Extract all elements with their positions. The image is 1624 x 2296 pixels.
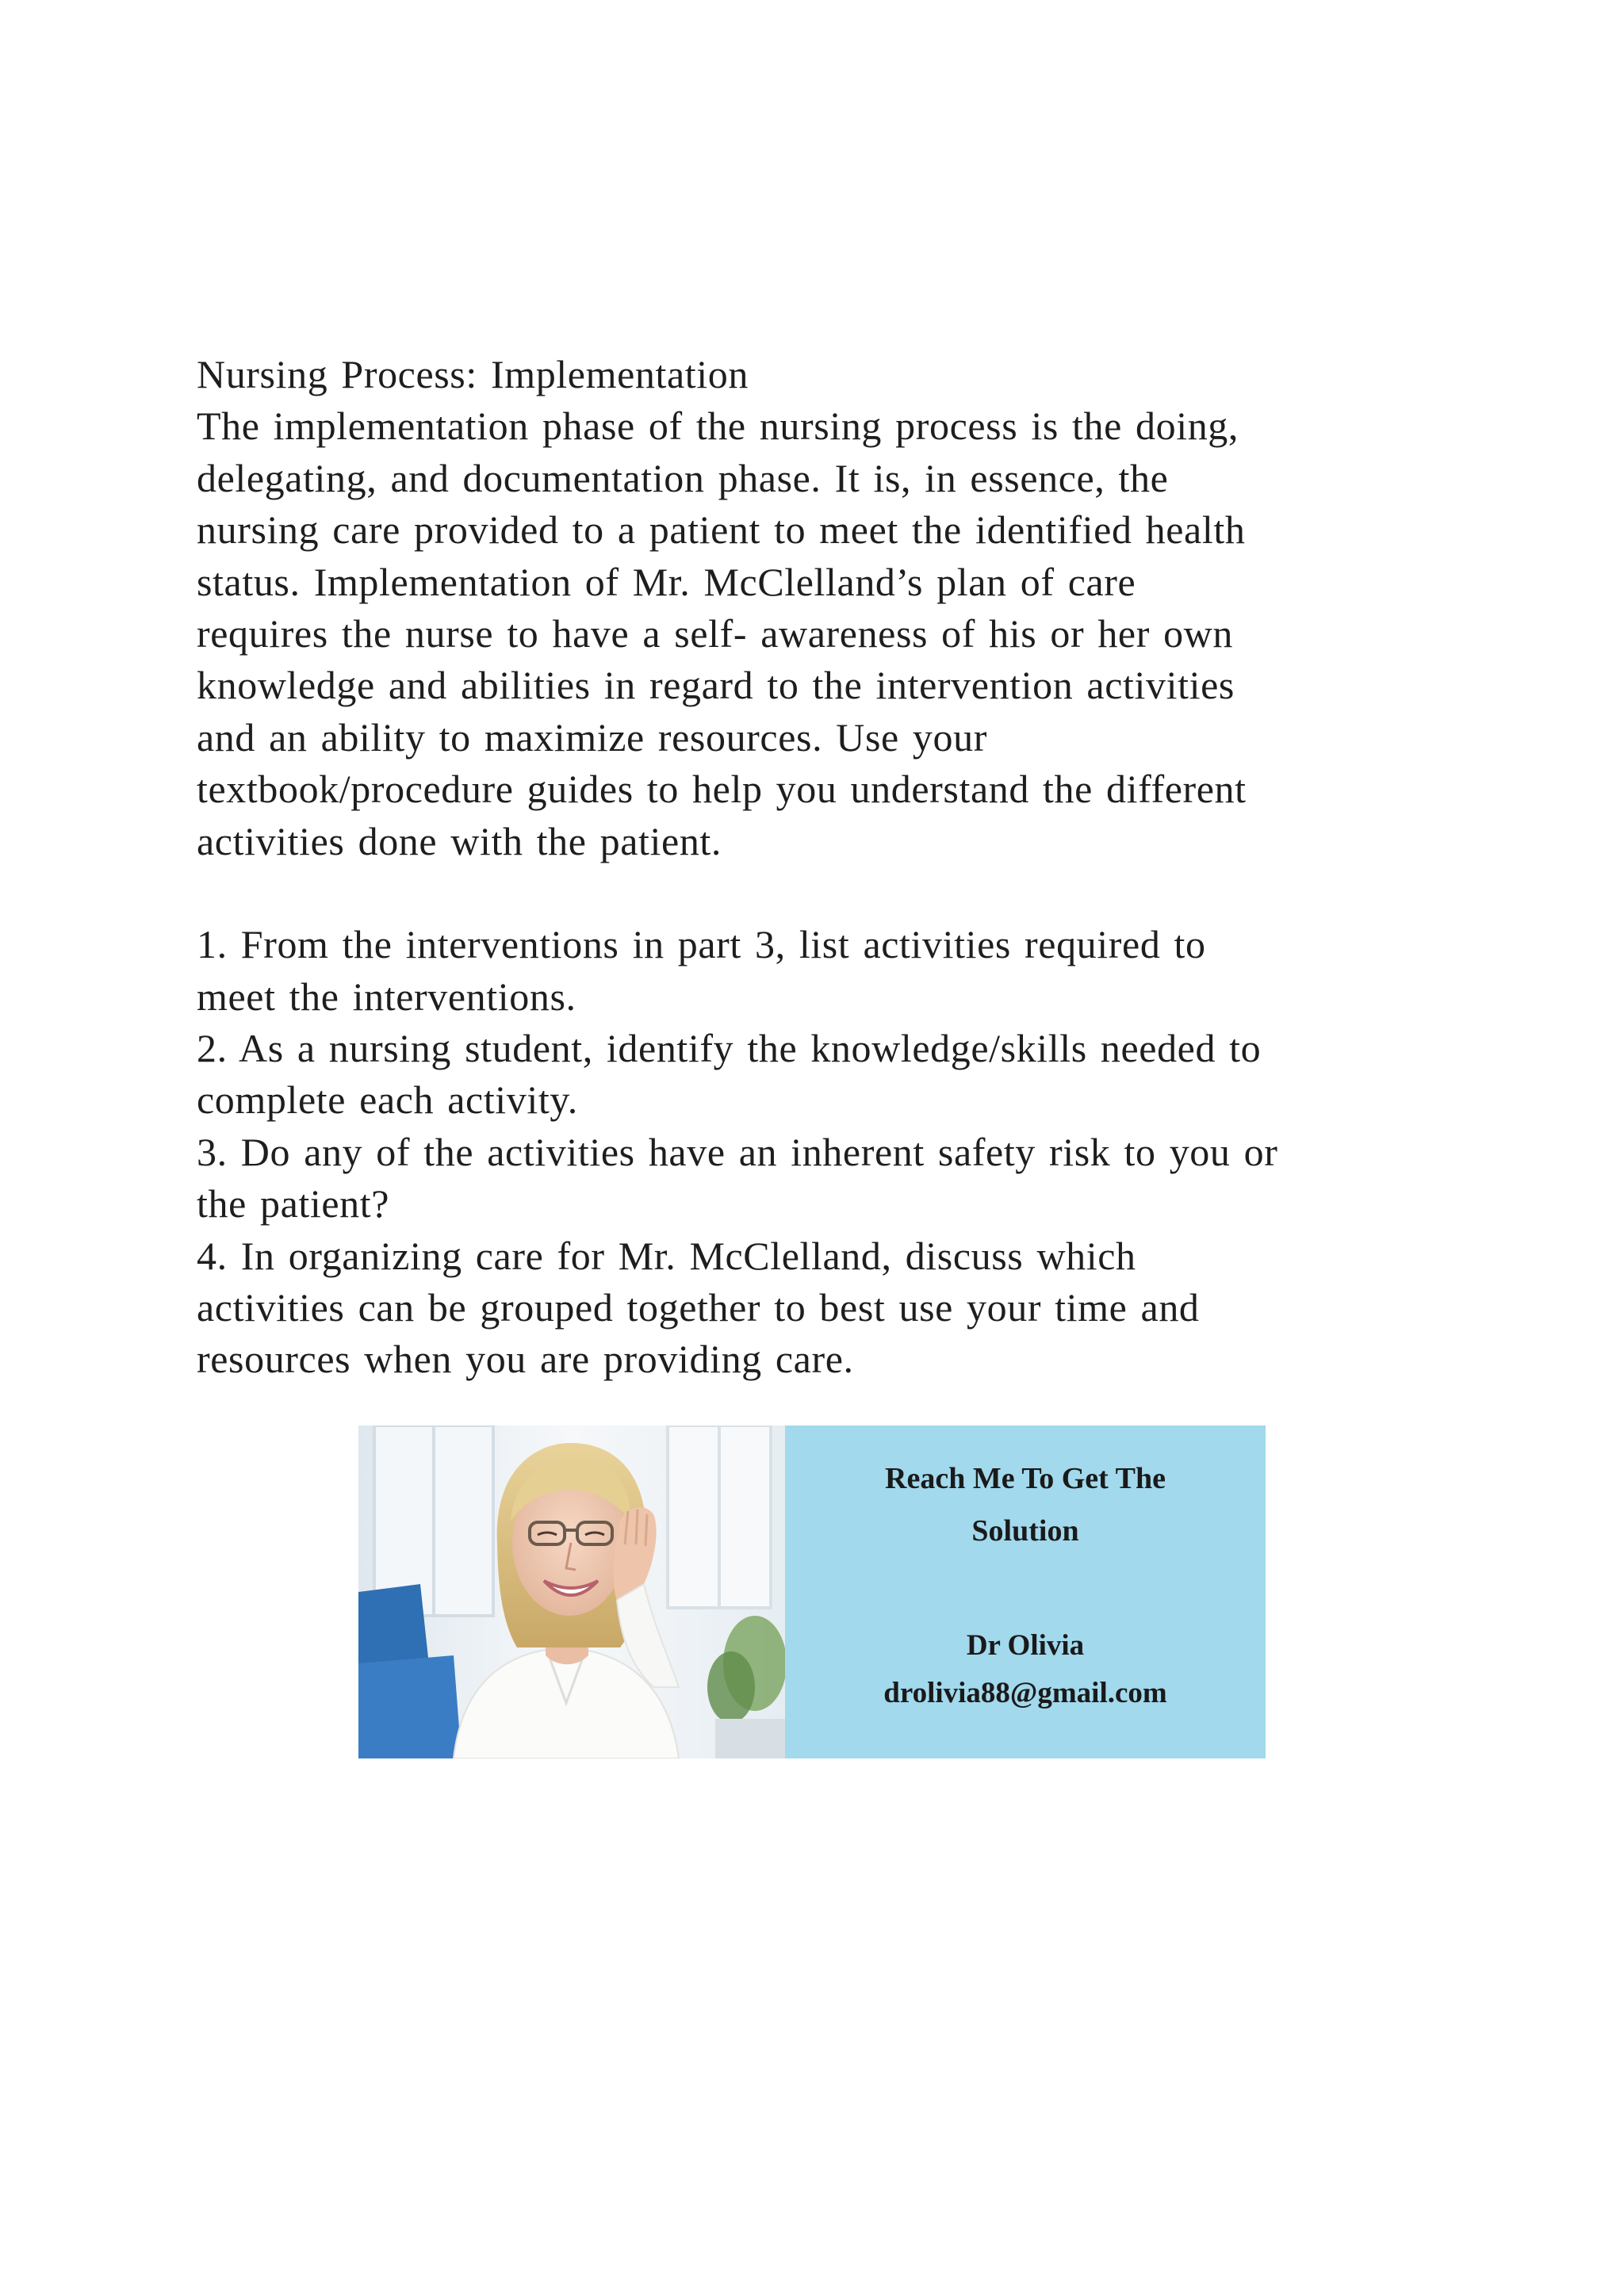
intro-line: knowledge and abilities in regard to the intervention activities — [197, 663, 1235, 708]
intro-line: nursing care provided to a patient to meet the identified health — [197, 507, 1246, 553]
question-line: 3. Do any of the activities have an inherent safety risk to you or — [197, 1129, 1278, 1174]
question-line: resources when you are providing care. — [197, 1337, 854, 1382]
woman-photo-illustration — [358, 1425, 785, 1758]
contact-email: drolivia88@gmail.com — [883, 1677, 1167, 1709]
woman-photo — [358, 1425, 785, 1758]
question-line: 2. As a nursing student, identify the knowledge/skills needed to — [197, 1026, 1262, 1071]
question-line: 1. From the interventions in part 3, list activities required to — [197, 922, 1206, 967]
contact-heading-line2: Solution — [971, 1514, 1079, 1548]
intro-line: The implementation phase of the nursing process is the doing, — [197, 404, 1239, 449]
contact-info-panel — [785, 1425, 1266, 1758]
paragraph-spacer — [197, 867, 1481, 919]
question-line: 4. In organizing care for Mr. McClelland, discuss which — [197, 1233, 1136, 1278]
contact-heading — [785, 1452, 1266, 1557]
intro-line: status. Implementation of Mr. McClelland’s plan of care — [197, 559, 1136, 604]
document-title: Nursing Process: Implementation — [197, 352, 749, 396]
question-line: complete each activity. — [197, 1077, 578, 1123]
intro-line: textbook/procedure guides to help you understand the different — [197, 767, 1247, 812]
question-line: meet the interventions. — [197, 974, 576, 1019]
question-line: activities can be grouped together to best use your time and — [197, 1285, 1200, 1330]
question-line: the patient? — [197, 1181, 390, 1226]
contact-banner — [358, 1425, 1266, 1758]
intro-line: delegating, and documentation phase. It is, in essence, the — [197, 455, 1169, 500]
document-text — [197, 349, 1481, 1386]
intro-line: activities done with the patient. — [197, 818, 722, 863]
intro-line: requires the nurse to have a self- awareness of his or her own — [197, 610, 1233, 656]
intro-line: and an ability to maximize resources. Use your — [197, 714, 987, 760]
contact-name: Dr Olivia — [966, 1629, 1085, 1662]
contact-heading-line1: Reach Me To Get The — [885, 1462, 1166, 1495]
